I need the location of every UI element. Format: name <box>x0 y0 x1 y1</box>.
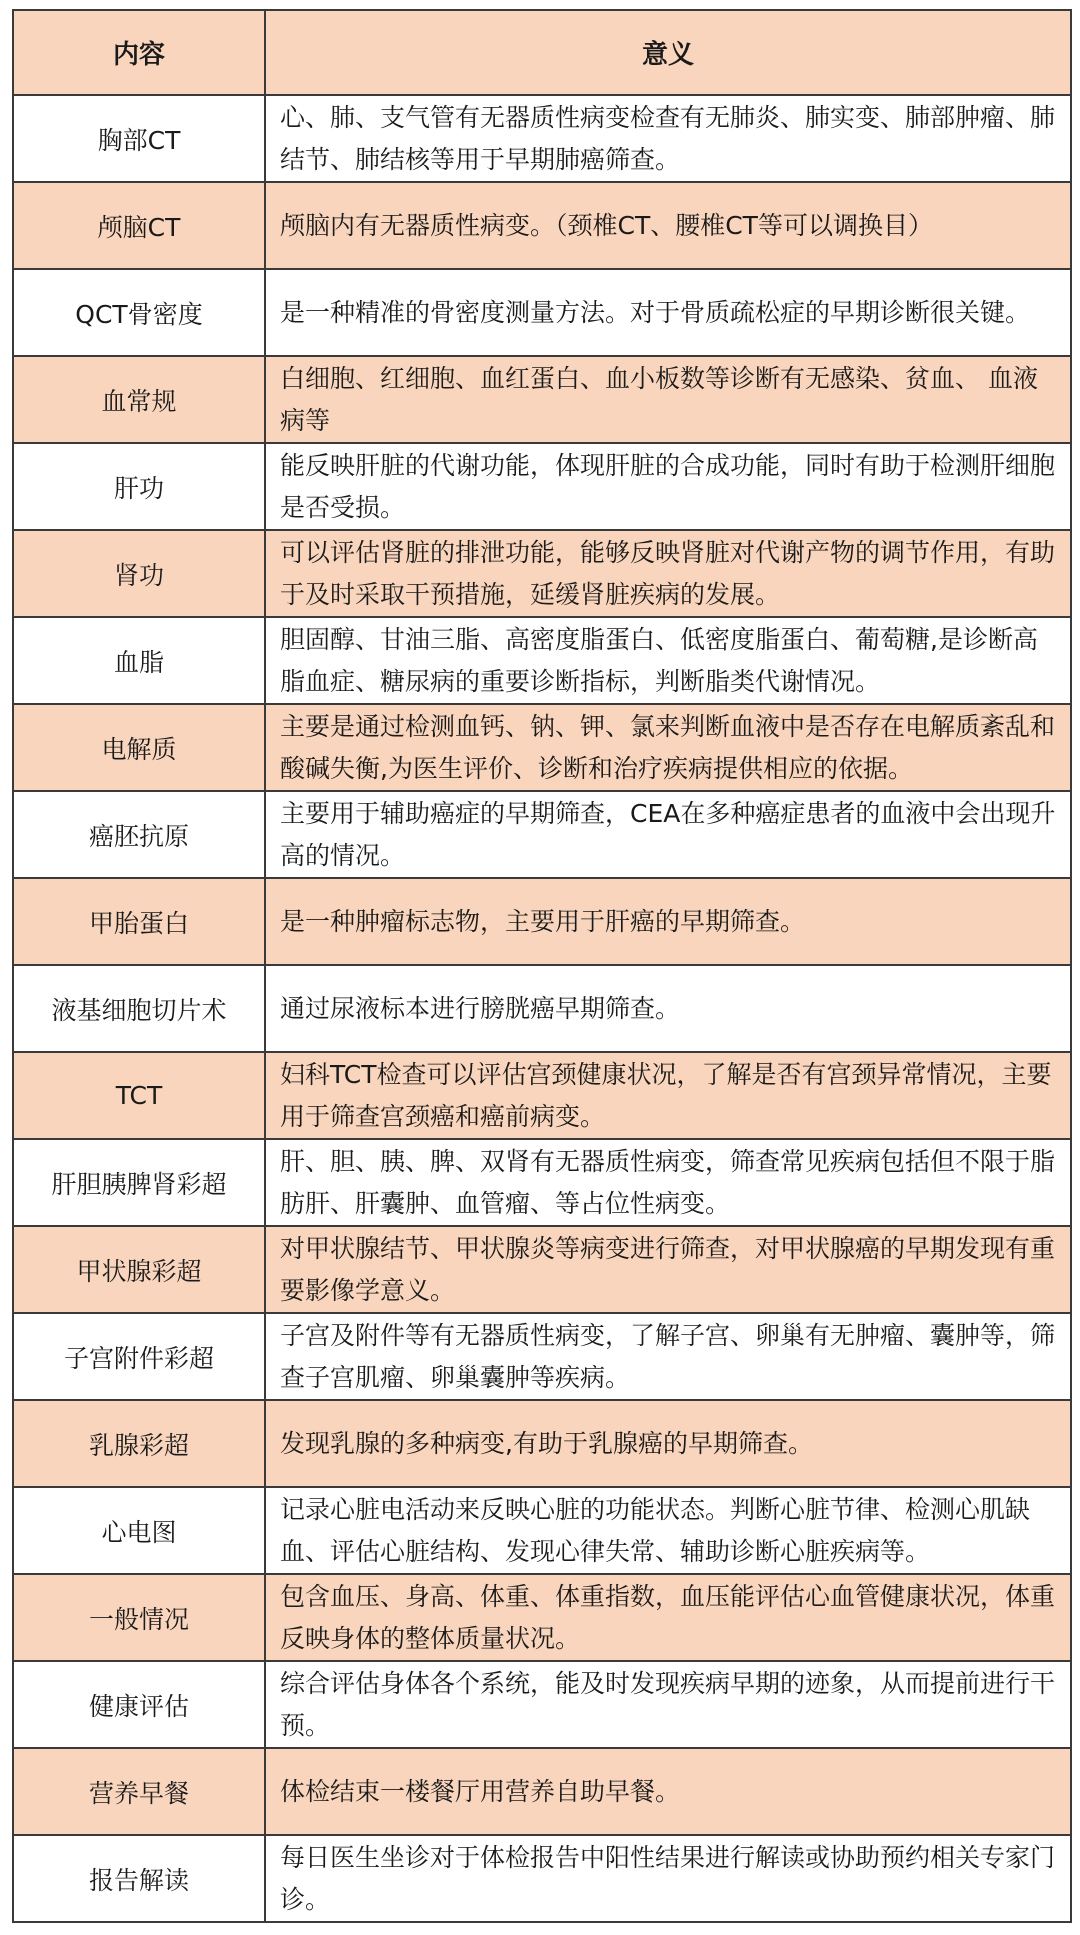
row-item: 营养早餐 <box>13 1748 265 1835</box>
table-row <box>13 269 1071 356</box>
row-item: 甲胎蛋白 <box>13 878 265 965</box>
row-meaning: 是一种精准的骨密度测量方法。对于骨质疏松症的早期诊断很关键。 <box>265 269 1071 356</box>
row-item: 报告解读 <box>13 1835 265 1922</box>
row-meaning: 是一种肿瘤标志物，主要用于肝癌的早期筛查。 <box>265 878 1071 965</box>
table-row <box>13 704 1071 791</box>
table-row <box>13 356 1071 443</box>
header-meaning: 意义 <box>265 10 1071 95</box>
table-header-row <box>13 10 1071 95</box>
row-item: 一般情况 <box>13 1574 265 1661</box>
row-meaning: 肝、胆、胰、脾、双肾有无器质性病变，筛查常见疾病包括但不限于脂肪肝、肝囊肿、血管瘤、等占位性病变。 <box>265 1139 1071 1226</box>
table-row <box>13 1139 1071 1226</box>
table-row <box>13 1661 1071 1748</box>
row-item: 颅脑CT <box>13 182 265 269</box>
row-meaning: 子宫及附件等有无器质性病变，了解子宫、卵巢有无肿瘤、囊肿等，筛查子宫肌瘤、卵巢囊肿等疾病。 <box>265 1313 1071 1400</box>
table-row <box>13 530 1071 617</box>
table-row <box>13 1487 1071 1574</box>
row-meaning: 颅脑内有无器质性病变。（颈椎CT、腰椎CT等可以调换目） <box>265 182 1071 269</box>
row-meaning: 通过尿液标本进行膀胱癌早期筛查。 <box>265 965 1071 1052</box>
row-meaning: 主要用于辅助癌症的早期筛查，CEA在多种癌症患者的血液中会出现升高的情况。 <box>265 791 1071 878</box>
row-item: 液基细胞切片术 <box>13 965 265 1052</box>
table-row <box>13 1400 1071 1487</box>
row-meaning: 白细胞、红细胞、血红蛋白、血小板数等诊断有无感染、贫血、 血液病等 <box>265 356 1071 443</box>
table-row <box>13 443 1071 530</box>
table-row <box>13 1748 1071 1835</box>
table-row <box>13 878 1071 965</box>
row-meaning: 妇科TCT检查可以评估宫颈健康状况，了解是否有宫颈异常情况，主要用于筛查宫颈癌和癌前病变。 <box>265 1052 1071 1139</box>
row-item: 肝功 <box>13 443 265 530</box>
table-row <box>13 1313 1071 1400</box>
row-item: 肝胆胰脾肾彩超 <box>13 1139 265 1226</box>
row-meaning: 可以评估肾脏的排泄功能，能够反映肾脏对代谢产物的调节作用，有助于及时采取干预措施，延缓肾脏疾病的发展。 <box>265 530 1071 617</box>
row-meaning: 能反映肝脏的代谢功能，体现肝脏的合成功能，同时有助于检测肝细胞是否受损。 <box>265 443 1071 530</box>
row-item: 心电图 <box>13 1487 265 1574</box>
row-meaning: 心、肺、支气管有无器质性病变检查有无肺炎、肺实变、肺部肿瘤、肺结节、肺结核等用于早期肺癌筛查。 <box>265 95 1071 182</box>
row-item: 癌胚抗原 <box>13 791 265 878</box>
row-item: 胸部CT <box>13 95 265 182</box>
row-item: QCT骨密度 <box>13 269 265 356</box>
table-row <box>13 95 1071 182</box>
row-item: 电解质 <box>13 704 265 791</box>
row-meaning: 记录心脏电活动来反映心脏的功能状态。判断心脏节律、检测心肌缺血、评估心脏结构、发现心律失常、辅助诊断心脏疾病等。 <box>265 1487 1071 1574</box>
header-content: 内容 <box>13 10 265 95</box>
row-item: 血常规 <box>13 356 265 443</box>
row-meaning: 胆固醇、甘油三脂、高密度脂蛋白、低密度脂蛋白、葡萄糖,是诊断高脂血症、糖尿病的重要诊断指标，判断脂类代谢情况。 <box>265 617 1071 704</box>
exam-items-table <box>12 9 1072 1923</box>
row-meaning: 发现乳腺的多种病变,有助于乳腺癌的早期筛查。 <box>265 1400 1071 1487</box>
table-row <box>13 1574 1071 1661</box>
table-row <box>13 791 1071 878</box>
row-meaning: 对甲状腺结节、甲状腺炎等病变进行筛查，对甲状腺癌的早期发现有重要影像学意义。 <box>265 1226 1071 1313</box>
table-row <box>13 1226 1071 1313</box>
row-meaning: 体检结束一楼餐厅用营养自助早餐。 <box>265 1748 1071 1835</box>
table-row <box>13 617 1071 704</box>
row-item: 甲状腺彩超 <box>13 1226 265 1313</box>
row-meaning: 综合评估身体各个系统，能及时发现疾病早期的迹象，从而提前进行干预。 <box>265 1661 1071 1748</box>
row-meaning: 每日医生坐诊对于体检报告中阳性结果进行解读或协助预约相关专家门诊。 <box>265 1835 1071 1922</box>
row-meaning: 包含血压、身高、体重、体重指数，血压能评估心血管健康状况，体重反映身体的整体质量状况。 <box>265 1574 1071 1661</box>
row-item: 血脂 <box>13 617 265 704</box>
table-row <box>13 182 1071 269</box>
table-row <box>13 1835 1071 1922</box>
table-row <box>13 965 1071 1052</box>
row-item: TCT <box>13 1052 265 1139</box>
row-item: 乳腺彩超 <box>13 1400 265 1487</box>
row-item: 健康评估 <box>13 1661 265 1748</box>
row-item: 子宫附件彩超 <box>13 1313 265 1400</box>
table-row <box>13 1052 1071 1139</box>
row-meaning: 主要是通过检测血钙、钠、钾、氯来判断血液中是否存在电解质紊乱和酸碱失衡,为医生评价、诊断和治疗疾病提供相应的依据。 <box>265 704 1071 791</box>
row-item: 肾功 <box>13 530 265 617</box>
